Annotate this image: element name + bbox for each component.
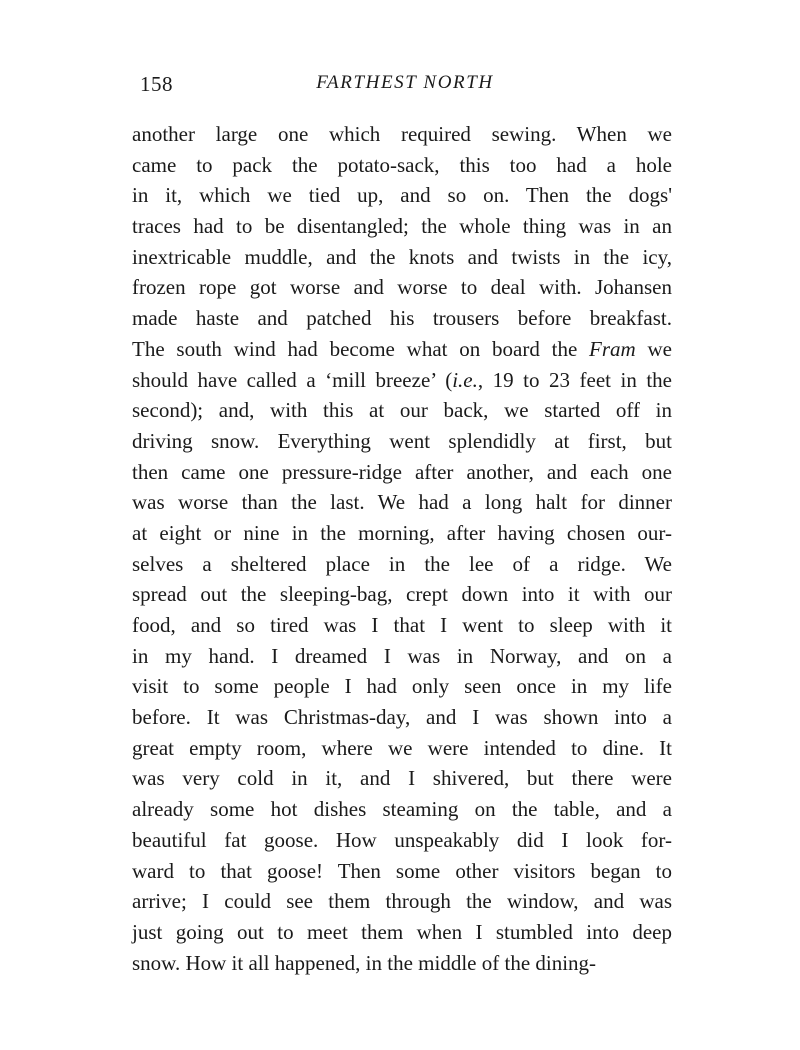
text-line: snow. How it all happened, in the middle of the dining- <box>132 950 597 975</box>
text-line: already some hot dishes steaming on the table, and a <box>132 797 672 822</box>
text-line: another large one which required sewing. When we <box>132 122 672 146</box>
text-line: in it, which we tied up, and so on. Then the dogs' <box>132 183 672 208</box>
text-line: at eight or nine in the morning, after having chosen our- <box>132 520 672 545</box>
text-line: visit to some people I had only seen once in my life <box>132 674 672 699</box>
text-line: should have called a ‘mill breeze’ (i.e., 19 to 23 feet in the <box>132 367 672 392</box>
text-line: ward to that goose! Then some other visitors began to <box>132 858 672 883</box>
text-line: traces had to be disentangled; the whole thing was in an <box>132 214 672 239</box>
text-line: just going out to meet them when I stumbled into deep <box>132 919 672 944</box>
text-line: food, and so tired was I that I went to sleep with it <box>132 613 672 637</box>
text-line: in my hand. I dreamed I was in Norway, and on a <box>132 643 672 668</box>
text-line: frozen rope got worse and worse to deal with. Johansen <box>132 275 672 300</box>
running-title: FARTHEST NORTH <box>316 72 494 93</box>
page-number: 158 <box>140 72 173 96</box>
text-line: was worse than the last. We had a long halt for dinner <box>132 490 672 515</box>
body-text <box>132 119 672 978</box>
text-line: came to pack the potato-sack, this too had a hole <box>132 152 672 177</box>
text-line: selves a sheltered place in the lee of a ridge. We <box>132 551 672 576</box>
text-line: second); and, with this at our back, we started off in <box>132 398 672 423</box>
text-line: driving snow. Everything went splendidly at first, but <box>132 428 672 453</box>
text-line: The south wind had become what on board the Fram we <box>132 336 672 361</box>
page-header <box>140 72 670 102</box>
text-line: arrive; I could see them through the window, and was <box>132 889 672 914</box>
text-line: beautiful fat goose. How unspeakably did I look for- <box>132 827 672 852</box>
text-line: great empty room, where we were intended to dine. It <box>132 735 672 760</box>
text-line: before. It was Christmas-day, and I was shown into a <box>132 705 672 730</box>
text-line: made haste and patched his trousers before breakfast. <box>132 306 672 331</box>
text-line: inextricable muddle, and the knots and twists in the icy, <box>132 244 672 269</box>
text-line: then came one pressure-ridge after another, and each one <box>132 459 672 484</box>
text-line: spread out the sleeping-bag, crept down into it with our <box>132 582 672 607</box>
text-line: was very cold in it, and I shivered, but there were <box>132 766 672 791</box>
